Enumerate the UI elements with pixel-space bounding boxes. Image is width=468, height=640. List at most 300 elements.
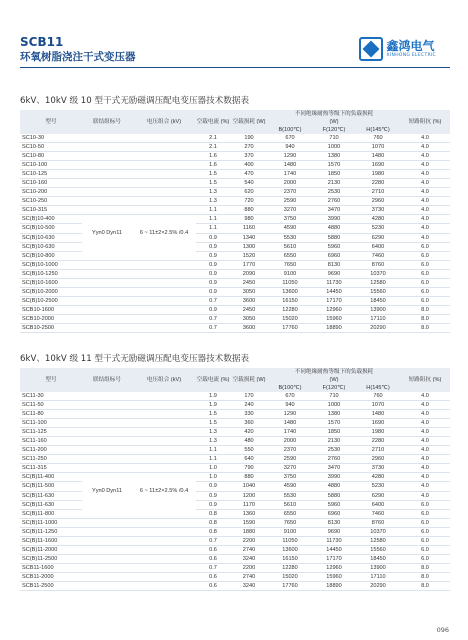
table-cell-empty bbox=[82, 206, 132, 215]
table-cell: SC11-315 bbox=[20, 464, 82, 473]
table-cell: 4.0 bbox=[400, 437, 450, 446]
table-cell: 4.0 bbox=[400, 455, 450, 464]
table-cell-empty bbox=[132, 572, 196, 581]
table-cell: 14450 bbox=[312, 545, 356, 554]
table-cell: 7460 bbox=[356, 251, 400, 260]
table-cell: 4.0 bbox=[400, 392, 450, 401]
table-cell: 15960 bbox=[312, 314, 356, 323]
table-cell-empty bbox=[82, 554, 132, 563]
table-cell: 2090 bbox=[230, 269, 268, 278]
table-row bbox=[20, 545, 450, 554]
col-voltage: 电压组合 (kV) bbox=[132, 368, 196, 392]
table-row bbox=[20, 536, 450, 545]
table-cell-empty bbox=[132, 314, 196, 323]
table-cell-empty bbox=[82, 197, 132, 206]
table-cell: 1.0 bbox=[196, 464, 230, 473]
table-cell: SC(B)11-800 bbox=[20, 509, 82, 518]
table-cell: SC10-315 bbox=[20, 206, 82, 215]
table-cell: 12960 bbox=[312, 305, 356, 314]
table-cell: 270 bbox=[230, 143, 268, 152]
table-cell: 1160 bbox=[230, 224, 268, 233]
table-cell: 0.6 bbox=[196, 581, 230, 590]
table-cell: 3050 bbox=[230, 287, 268, 296]
table-cell: 760 bbox=[356, 134, 400, 143]
table-cell-empty bbox=[82, 170, 132, 179]
table-cell: 1200 bbox=[230, 491, 268, 500]
table-cell-empty bbox=[82, 572, 132, 581]
table-cell: 880 bbox=[230, 206, 268, 215]
table-cell: 3750 bbox=[268, 473, 312, 482]
table-cell: SC(B)11-1000 bbox=[20, 518, 82, 527]
table-cell: 4.0 bbox=[400, 419, 450, 428]
col-temp-b: B(100℃) bbox=[268, 384, 312, 392]
table-cell-empty bbox=[132, 188, 196, 197]
table-cell-empty bbox=[132, 260, 196, 269]
table-cell: 18450 bbox=[356, 296, 400, 305]
table-cell: SC11-30 bbox=[20, 392, 82, 401]
table-cell: 6290 bbox=[356, 491, 400, 500]
table-cell: 6.0 bbox=[400, 500, 450, 509]
table-cell-empty bbox=[82, 563, 132, 572]
table-cell: 1980 bbox=[356, 170, 400, 179]
table-cell-empty bbox=[132, 419, 196, 428]
table-cell: 1380 bbox=[312, 152, 356, 161]
table-cell: 3600 bbox=[230, 323, 268, 332]
table-cell: 790 bbox=[230, 464, 268, 473]
table-cell: SC11-250 bbox=[20, 455, 82, 464]
brand-name-cn: 鑫鸿电气 bbox=[386, 38, 435, 53]
table-row bbox=[20, 563, 450, 572]
table-row bbox=[20, 392, 450, 401]
table-cell-empty bbox=[132, 170, 196, 179]
table-cell: 640 bbox=[230, 455, 268, 464]
table-cell: 0.7 bbox=[196, 323, 230, 332]
table-cell: 1.5 bbox=[196, 419, 230, 428]
table-cell: 8.0 bbox=[400, 572, 450, 581]
table-cell: 1.9 bbox=[196, 392, 230, 401]
table-cell: 940 bbox=[268, 401, 312, 410]
table-cell-empty bbox=[132, 134, 196, 143]
table-cell: 16150 bbox=[268, 296, 312, 305]
table-row bbox=[20, 161, 450, 170]
table-cell: 2.1 bbox=[196, 143, 230, 152]
table-cell-empty bbox=[132, 518, 196, 527]
table-cell: 15560 bbox=[356, 287, 400, 296]
table-cell: 7650 bbox=[268, 518, 312, 527]
table-cell: 0.7 bbox=[196, 563, 230, 572]
table-row bbox=[20, 188, 450, 197]
table-cell: 1740 bbox=[268, 170, 312, 179]
table-cell: 3990 bbox=[312, 215, 356, 224]
table-cell: 0.9 bbox=[196, 251, 230, 260]
col-temp-h: H(145℃) bbox=[356, 126, 400, 134]
table-row bbox=[20, 269, 450, 278]
table-cell: 1.9 bbox=[196, 401, 230, 410]
table-cell: 15960 bbox=[312, 572, 356, 581]
table-cell-empty bbox=[82, 545, 132, 554]
table-cell: 2740 bbox=[230, 572, 268, 581]
table-cell: SC(B)11-400 bbox=[20, 473, 82, 482]
table-cell: 3270 bbox=[268, 464, 312, 473]
table-cell: 470 bbox=[230, 170, 268, 179]
table-cell: 0.9 bbox=[196, 482, 230, 491]
brand-logo bbox=[359, 36, 436, 62]
logo-icon bbox=[359, 37, 383, 61]
table-cell: 4.0 bbox=[400, 401, 450, 410]
table-cell: 2280 bbox=[356, 437, 400, 446]
table-cell: 0.9 bbox=[196, 305, 230, 314]
table-cell: SC(B)10-800 bbox=[20, 251, 82, 260]
table-cell: 1290 bbox=[268, 410, 312, 419]
table-row bbox=[20, 455, 450, 464]
table-cell: 1070 bbox=[356, 401, 400, 410]
table-cell-empty bbox=[82, 305, 132, 314]
table-cell: 170 bbox=[230, 392, 268, 401]
table-cell: 4.0 bbox=[400, 473, 450, 482]
table-cell-empty bbox=[82, 410, 132, 419]
table-cell: 1.3 bbox=[196, 188, 230, 197]
table-cell: 3990 bbox=[312, 473, 356, 482]
table-cell: 17170 bbox=[312, 296, 356, 305]
table-cell: 0.6 bbox=[196, 545, 230, 554]
table-cell: 6.0 bbox=[400, 554, 450, 563]
table-cell: 0.9 bbox=[196, 491, 230, 500]
series-code: SCB11 bbox=[20, 35, 64, 49]
table-cell: 710 bbox=[312, 392, 356, 401]
col-impedance: 短路阻抗 (%) bbox=[400, 368, 450, 392]
table-row bbox=[20, 518, 450, 527]
table-cell: 0.9 bbox=[196, 242, 230, 251]
table-cell: 6.0 bbox=[400, 242, 450, 251]
table-cell: 6960 bbox=[312, 509, 356, 518]
table-cell: 12960 bbox=[312, 563, 356, 572]
table-cell: 13600 bbox=[268, 545, 312, 554]
table-cell-empty bbox=[82, 428, 132, 437]
table-cell: 1570 bbox=[312, 419, 356, 428]
table-cell: 2200 bbox=[230, 563, 268, 572]
table-cell: 4.0 bbox=[400, 170, 450, 179]
table-header bbox=[20, 110, 450, 134]
table-cell: 670 bbox=[268, 392, 312, 401]
table-cell-empty bbox=[82, 527, 132, 536]
table-cell: 5880 bbox=[312, 491, 356, 500]
table-cell: 710 bbox=[312, 134, 356, 143]
table-cell: 6.0 bbox=[400, 527, 450, 536]
table-cell: 2000 bbox=[268, 179, 312, 188]
table-cell: 6550 bbox=[268, 251, 312, 260]
table-cell: 0.7 bbox=[196, 314, 230, 323]
table-cell: 6960 bbox=[312, 251, 356, 260]
table-cell: 17170 bbox=[312, 554, 356, 563]
table-cell-empty bbox=[82, 260, 132, 269]
table-cell-empty bbox=[82, 251, 132, 260]
table-row bbox=[20, 554, 450, 563]
table-cell: 7650 bbox=[268, 260, 312, 269]
table-cell: 12280 bbox=[268, 563, 312, 572]
table-cell-empty bbox=[82, 518, 132, 527]
table-row bbox=[20, 152, 450, 161]
table-cell: 6400 bbox=[356, 500, 400, 509]
table-cell: 0.6 bbox=[196, 554, 230, 563]
table-cell-empty bbox=[132, 536, 196, 545]
table-cell: 2960 bbox=[356, 197, 400, 206]
table-cell: 720 bbox=[230, 197, 268, 206]
table-cell: 0.8 bbox=[196, 527, 230, 536]
table-row bbox=[20, 419, 450, 428]
table-cell: 1040 bbox=[230, 482, 268, 491]
table-cell: SC11-125 bbox=[20, 428, 82, 437]
table-row bbox=[20, 215, 450, 224]
table-cell: SC(B)10-1600 bbox=[20, 278, 82, 287]
table-cell-empty bbox=[132, 296, 196, 305]
table-cell: SC11-200 bbox=[20, 446, 82, 455]
table-cell: 0.9 bbox=[196, 233, 230, 242]
table-cell: 1980 bbox=[356, 428, 400, 437]
table-cell: 1380 bbox=[312, 410, 356, 419]
table-cell: SC(B)11-500 bbox=[20, 482, 82, 491]
table-cell: 17110 bbox=[356, 314, 400, 323]
table-cell: 11050 bbox=[268, 278, 312, 287]
table-cell: SC(B)11-1250 bbox=[20, 527, 82, 536]
table-cell: 400 bbox=[230, 161, 268, 170]
table-cell: 1.1 bbox=[196, 224, 230, 233]
table-cell: 8760 bbox=[356, 260, 400, 269]
table-cell: 5960 bbox=[312, 500, 356, 509]
table-cell: 9690 bbox=[312, 269, 356, 278]
table-cell: 0.9 bbox=[196, 260, 230, 269]
table-cell: SC(B)11-1600 bbox=[20, 536, 82, 545]
spec-table-10 bbox=[20, 110, 450, 333]
table-cell-empty bbox=[82, 314, 132, 323]
connection-group-cell: Yyn0 Dyn11 bbox=[91, 229, 123, 236]
table-cell: SC10-80 bbox=[20, 152, 82, 161]
table-cell: 4.0 bbox=[400, 134, 450, 143]
table-cell: SC11-80 bbox=[20, 410, 82, 419]
table-cell: SC(B)10-2500 bbox=[20, 296, 82, 305]
table-row bbox=[20, 572, 450, 581]
col-model: 型号 bbox=[20, 110, 82, 134]
table-cell: 620 bbox=[230, 188, 268, 197]
table-cell: 2450 bbox=[230, 278, 268, 287]
table-cell: 2530 bbox=[312, 446, 356, 455]
connection-group-cell: Yyn0 Dyn11 bbox=[91, 487, 123, 494]
col-load-loss bbox=[268, 110, 400, 126]
table-cell: 4280 bbox=[356, 215, 400, 224]
table-cell: 190 bbox=[230, 134, 268, 143]
table-cell: 1360 bbox=[230, 509, 268, 518]
table-cell: 5880 bbox=[312, 233, 356, 242]
table-cell: 0.9 bbox=[196, 278, 230, 287]
table-cell: 3240 bbox=[230, 581, 268, 590]
table-cell: 3240 bbox=[230, 554, 268, 563]
table-cell: SC(B)10-1000 bbox=[20, 260, 82, 269]
table-cell: SC10-50 bbox=[20, 143, 82, 152]
table-cell: 8.0 bbox=[400, 305, 450, 314]
table-row bbox=[20, 278, 450, 287]
table-cell-empty bbox=[82, 188, 132, 197]
table-cell-empty bbox=[82, 464, 132, 473]
table-cell: 4.0 bbox=[400, 410, 450, 419]
table-cell: 480 bbox=[230, 437, 268, 446]
table-cell: 4.0 bbox=[400, 446, 450, 455]
table-cell: 1520 bbox=[230, 251, 268, 260]
load-loss-unit: (W) bbox=[329, 119, 339, 125]
table-cell: 0.7 bbox=[196, 536, 230, 545]
table-cell: 4.0 bbox=[400, 482, 450, 491]
table-cell: 1.5 bbox=[196, 179, 230, 188]
table-cell: 9100 bbox=[268, 269, 312, 278]
table-cell: 2960 bbox=[356, 455, 400, 464]
voltage-combination-cell: 6 ~ 11±2×2.5% /0.4 bbox=[139, 487, 189, 494]
table-cell: 8130 bbox=[312, 518, 356, 527]
table-row bbox=[20, 170, 450, 179]
table-cell: 2450 bbox=[230, 305, 268, 314]
table-cell: 15020 bbox=[268, 572, 312, 581]
table-cell-empty bbox=[132, 179, 196, 188]
table-row bbox=[20, 473, 450, 482]
table-cell: 1.5 bbox=[196, 170, 230, 179]
voltage-combination-cell: 6 ~ 11±2×2.5% /0.4 bbox=[139, 229, 189, 236]
table-cell: 370 bbox=[230, 152, 268, 161]
table-cell-empty bbox=[132, 410, 196, 419]
table-cell: 15020 bbox=[268, 314, 312, 323]
table-cell: 8.0 bbox=[400, 563, 450, 572]
logo-text bbox=[387, 40, 436, 59]
table-cell: 6.0 bbox=[400, 269, 450, 278]
table-cell: 13900 bbox=[356, 305, 400, 314]
col-temp-b: B(100℃) bbox=[268, 126, 312, 134]
table-cell: 20290 bbox=[356, 581, 400, 590]
table-cell-empty bbox=[82, 161, 132, 170]
table-row bbox=[20, 287, 450, 296]
col-noload-loss: 空载损耗 (W) bbox=[230, 110, 268, 134]
table-cell: 6.0 bbox=[400, 278, 450, 287]
table-cell: SC(B)11-2000 bbox=[20, 545, 82, 554]
table-cell: 6.0 bbox=[400, 296, 450, 305]
table-row bbox=[20, 314, 450, 323]
table-cell: 1170 bbox=[230, 500, 268, 509]
table-row bbox=[20, 581, 450, 590]
table-cell: 1.1 bbox=[196, 206, 230, 215]
table-row bbox=[20, 323, 450, 332]
table-cell-empty bbox=[132, 401, 196, 410]
table-cell: 3730 bbox=[356, 464, 400, 473]
table-cell: 1850 bbox=[312, 428, 356, 437]
table-cell: 1480 bbox=[356, 410, 400, 419]
table-cell: 2710 bbox=[356, 446, 400, 455]
table-cell: 1480 bbox=[268, 161, 312, 170]
table-cell: 8.0 bbox=[400, 581, 450, 590]
table-cell: 6.0 bbox=[400, 260, 450, 269]
table-cell: 6.0 bbox=[400, 536, 450, 545]
table-row bbox=[20, 296, 450, 305]
table-cell: 6550 bbox=[268, 509, 312, 518]
table-row bbox=[20, 206, 450, 215]
table-cell: 4.0 bbox=[400, 179, 450, 188]
table-cell: 4.0 bbox=[400, 143, 450, 152]
table-row bbox=[20, 527, 450, 536]
table-cell: 4.0 bbox=[400, 464, 450, 473]
table-cell: 4.0 bbox=[400, 197, 450, 206]
table-cell: 3050 bbox=[230, 314, 268, 323]
table-cell: 0.9 bbox=[196, 287, 230, 296]
table-cell: SCB10-2000 bbox=[20, 314, 82, 323]
table-cell-empty bbox=[132, 323, 196, 332]
table-cell-empty bbox=[82, 143, 132, 152]
table-cell: 5610 bbox=[268, 500, 312, 509]
table-row bbox=[20, 305, 450, 314]
table-cell: 1070 bbox=[356, 143, 400, 152]
table-cell: 17110 bbox=[356, 572, 400, 581]
table-cell: 760 bbox=[356, 392, 400, 401]
table-cell-empty bbox=[132, 554, 196, 563]
table-cell-empty bbox=[132, 563, 196, 572]
table-cell: 0.9 bbox=[196, 500, 230, 509]
table-cell: 360 bbox=[230, 419, 268, 428]
col-temp-f: F(120℃) bbox=[312, 126, 356, 134]
table-cell-empty bbox=[82, 296, 132, 305]
table-cell-empty bbox=[132, 464, 196, 473]
table-cell: 1690 bbox=[356, 419, 400, 428]
spec-table-11 bbox=[20, 368, 450, 591]
table-cell: 4.0 bbox=[400, 233, 450, 242]
table-row bbox=[20, 134, 450, 143]
table-cell: 1.3 bbox=[196, 437, 230, 446]
table-cell: 5230 bbox=[356, 224, 400, 233]
table-cell: 4.0 bbox=[400, 188, 450, 197]
table-row bbox=[20, 197, 450, 206]
table-cell-empty bbox=[132, 428, 196, 437]
table-cell: 550 bbox=[230, 446, 268, 455]
table-cell-empty bbox=[132, 152, 196, 161]
table-cell-empty bbox=[132, 161, 196, 170]
table-cell: SC(B)11-630 bbox=[20, 500, 82, 509]
table-cell-empty bbox=[82, 392, 132, 401]
table-cell-empty bbox=[82, 437, 132, 446]
col-noload-current: 空载电流 (%) bbox=[196, 368, 230, 392]
table-cell: 6.0 bbox=[400, 509, 450, 518]
table-cell: 5610 bbox=[268, 242, 312, 251]
table-cell: SC10-250 bbox=[20, 197, 82, 206]
table-cell: SC10-30 bbox=[20, 134, 82, 143]
table-cell: 13900 bbox=[356, 563, 400, 572]
table-cell: 2000 bbox=[268, 437, 312, 446]
table-cell: 4.0 bbox=[400, 206, 450, 215]
table-cell: 13600 bbox=[268, 287, 312, 296]
table-cell: 10370 bbox=[356, 269, 400, 278]
table-cell: 1290 bbox=[268, 152, 312, 161]
table-cell: 4590 bbox=[268, 482, 312, 491]
table-cell: 5530 bbox=[268, 233, 312, 242]
table-cell: 8.0 bbox=[400, 323, 450, 332]
table-cell: 18890 bbox=[312, 323, 356, 332]
table-cell-empty bbox=[132, 287, 196, 296]
table-cell-empty bbox=[82, 269, 132, 278]
table-cell: SCB10-1600 bbox=[20, 305, 82, 314]
table-cell: 4.0 bbox=[400, 428, 450, 437]
table-header bbox=[20, 368, 450, 392]
table-cell: SC(B)11-630 bbox=[20, 491, 82, 500]
table-cell: 5230 bbox=[356, 482, 400, 491]
table-cell: 3600 bbox=[230, 296, 268, 305]
table-cell-empty bbox=[82, 509, 132, 518]
table-cell: 1570 bbox=[312, 161, 356, 170]
page-header bbox=[20, 36, 450, 66]
table-cell: 2200 bbox=[230, 536, 268, 545]
table-cell: 8760 bbox=[356, 518, 400, 527]
table-cell: SC10-100 bbox=[20, 161, 82, 170]
table-row bbox=[20, 143, 450, 152]
